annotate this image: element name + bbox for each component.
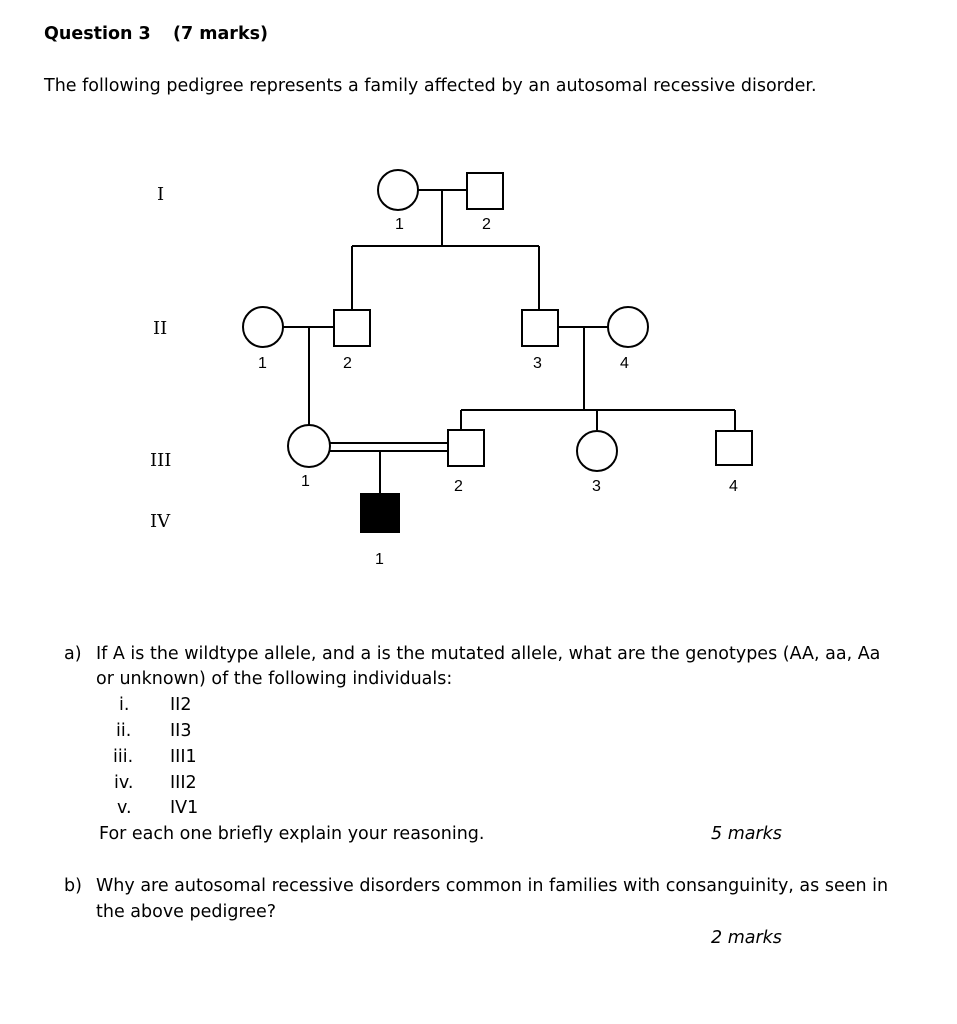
item-text-5: IV1 xyxy=(170,798,199,818)
III-4-male xyxy=(716,431,752,465)
part-a-line2: or unknown) of the following individuals: xyxy=(96,669,453,689)
part-a-line1: If A is the wildtype allele, and a is the mutated allele, what are the genotypes (AA, aa, Aa xyxy=(96,644,881,664)
item-num-1: i. xyxy=(119,695,130,715)
gen-label-II: II xyxy=(153,318,168,339)
num-II-1: 1 xyxy=(258,355,267,372)
item-text-3: III1 xyxy=(170,747,197,767)
item-num-2: ii. xyxy=(116,721,132,741)
num-I-2: 2 xyxy=(482,216,491,233)
num-III-2: 2 xyxy=(454,478,463,495)
intro-text: The following pedigree represents a family affected by an autosomal recessive disorder. xyxy=(44,76,817,96)
part-b-line1: Why are autosomal recessive disorders common in families with consanguinity, as seen in xyxy=(96,876,889,896)
num-I-1: 1 xyxy=(395,216,404,233)
part-a-label: a) xyxy=(64,644,82,664)
num-II-4: 4 xyxy=(620,355,629,372)
III-2-male xyxy=(448,430,484,466)
num-IV-1: 1 xyxy=(375,551,384,568)
part-b-label: b) xyxy=(64,876,82,896)
item-text-1: II2 xyxy=(170,695,192,715)
item-text-2: II3 xyxy=(170,721,192,741)
IV-1-affected-male xyxy=(361,494,399,532)
part-b-line2: the above pedigree? xyxy=(96,902,277,922)
question-marks: (7 marks) xyxy=(173,24,268,44)
II-1-female xyxy=(243,307,283,347)
gen-label-III: III xyxy=(150,450,172,471)
num-III-3: 3 xyxy=(592,478,601,495)
I-1-female xyxy=(378,170,418,210)
II-4-female xyxy=(608,307,648,347)
question-number: Question 3 xyxy=(44,24,151,44)
num-III-4: 4 xyxy=(729,478,738,495)
num-III-1: 1 xyxy=(301,473,310,490)
num-II-3: 3 xyxy=(533,355,542,372)
III-1-female xyxy=(288,425,330,467)
item-num-4: iv. xyxy=(114,773,134,793)
item-text-4: III2 xyxy=(170,773,197,793)
item-num-3: iii. xyxy=(113,747,134,767)
I-2-male xyxy=(467,173,503,209)
gen-label-I: I xyxy=(157,184,165,205)
part-a-marks: 5 marks xyxy=(711,824,782,844)
num-II-2: 2 xyxy=(343,355,352,372)
III-3-female xyxy=(577,431,617,471)
II-3-male xyxy=(522,310,558,346)
II-2-male xyxy=(334,310,370,346)
item-num-5: v. xyxy=(117,798,132,818)
gen-label-IV: IV xyxy=(150,511,171,532)
part-b-marks: 2 marks xyxy=(711,928,782,948)
part-a-explain: For each one briefly explain your reasoning. xyxy=(99,824,485,844)
